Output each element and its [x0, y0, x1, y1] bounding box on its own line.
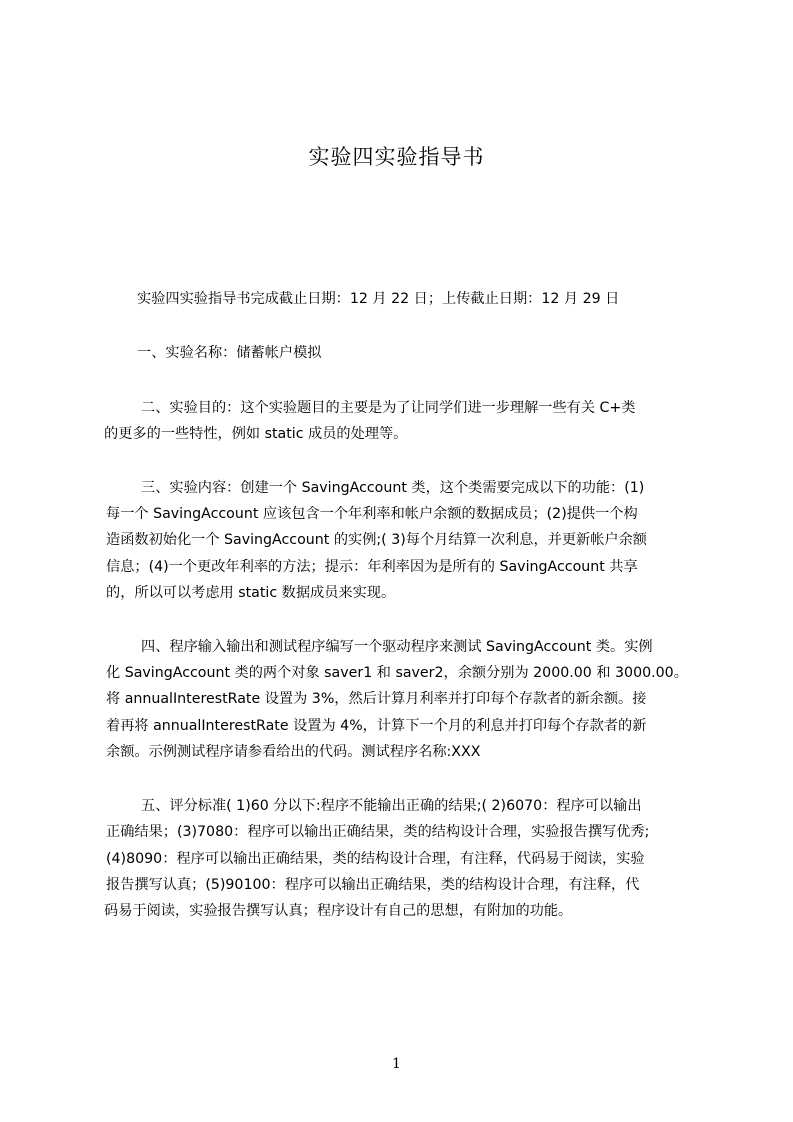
paragraph-line: 二、实验目的：这个实验题目的主要是为了让同学们进一步理解一些有关 C+类 — [141, 400, 636, 416]
paragraph-line: (4)8090：程序可以输出正确结果，类的结构设计合理，有注释，代码易于阅读，实验 — [106, 851, 645, 867]
paragraph-line: 的，所以可以考虑用 static 数据成员来实现。 — [106, 585, 396, 601]
paragraph-line: 信息；(4)一个更改年利率的方法；提示：年利率因为是所有的 SavingAccount 共享 — [106, 559, 638, 575]
paragraph-line: 的更多的一些特性，例如 static 成员的处理等。 — [104, 426, 408, 442]
paragraph-line: 五、评分标准( 1)60 分以下:程序不能输出正确的结果;( 2)6070：程序可以输出 — [141, 798, 642, 814]
paragraph-line: 码易于阅读，实验报告撰写认真；程序设计有自己的思想，有附加的功能。 — [104, 903, 573, 919]
paragraph-line: 三、实验内容：创建一个 SavingAccount 类，这个类需要完成以下的功能：(1) — [141, 480, 645, 496]
paragraph-line: 将 annualInterestRate 设置为 3%，然后计算月利率并打印每个存款者的新余额。接 — [106, 691, 647, 707]
page-title: 实验四实验指导书 — [308, 145, 485, 169]
paragraph-line: 每一个 SavingAccount 应该包含一个年利率和帐户余额的数据成员；(2)提供一个构 — [106, 506, 638, 522]
paragraph-line: 余额。示例测试程序请参看给出的代码。测试程序名称:XXX — [106, 744, 481, 760]
paragraph-line: 四、程序输入输出和测试程序编写一个驱动程序来测试 SavingAccount 类。实例 — [141, 639, 653, 655]
paragraph-line: 造函数初始化一个 SavingAccount 的实例;( 3)每个月结算一次利息，并更新帐户余额 — [106, 532, 647, 548]
deadline-line: 实验四实验指导书完成截止日期：12 月 22 日；上传截止日期：12 月 29 日 — [137, 291, 620, 307]
paragraph-line: 报告撰写认真；(5)90100：程序可以输出正确结果，类的结构设计合理，有注释，代 — [106, 877, 640, 893]
page-number: 1 — [392, 1056, 401, 1072]
section-experiment-name: 一、实验名称：储蓄帐户模拟 — [137, 345, 322, 361]
paragraph-line: 正确结果；(3)7080：程序可以输出正确结果，类的结构设计合理，实验报告撰写优秀; — [106, 824, 650, 840]
paragraph-line: 着再将 annualInterestRate 设置为 4%，计算下一个月的利息并打印每个存款者的新 — [106, 718, 647, 734]
paragraph-line: 化 SavingAccount 类的两个对象 saver1 和 saver2，余额分别为 2000.00 和 3000.00。 — [106, 665, 688, 681]
